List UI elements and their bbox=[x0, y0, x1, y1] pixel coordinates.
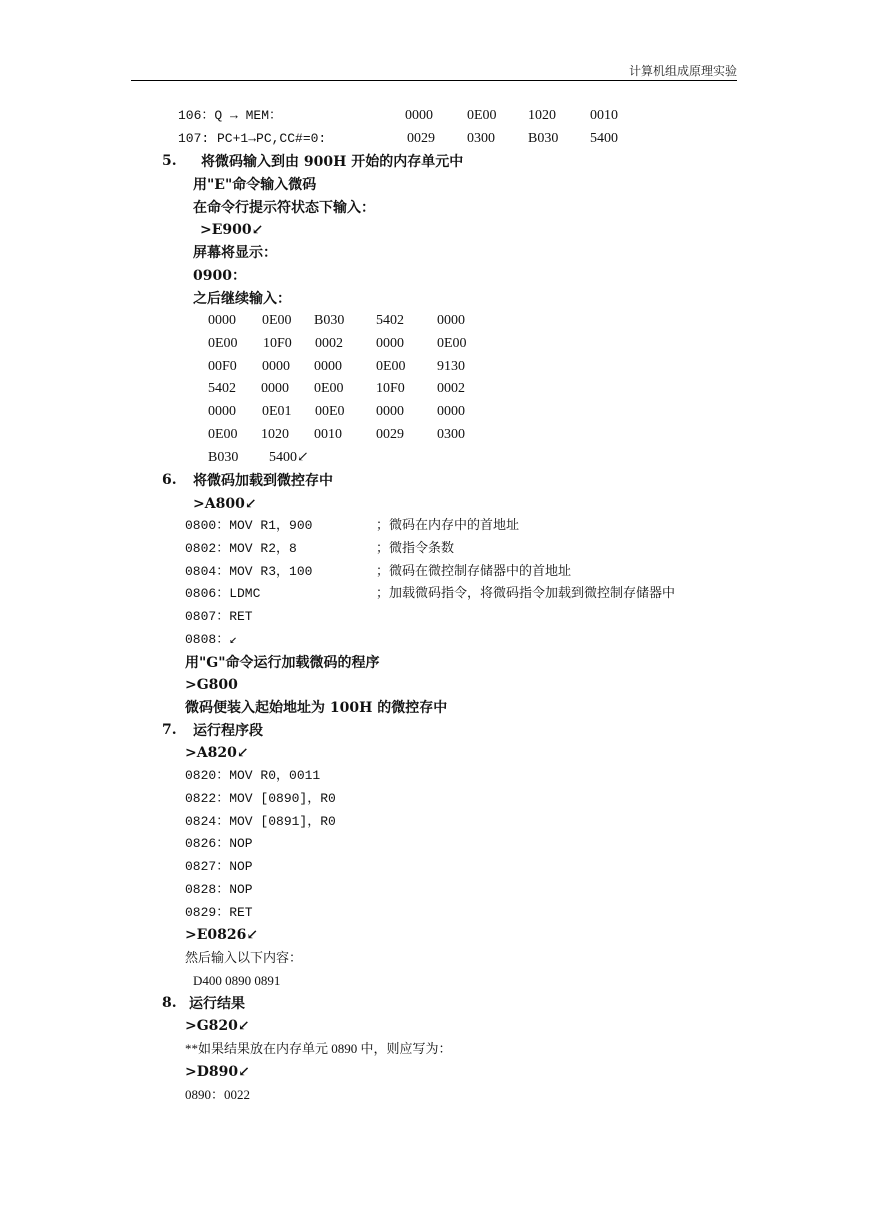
code-line: 0829：RET bbox=[185, 905, 253, 920]
code-line: 0826：NOP bbox=[185, 836, 253, 851]
hex-cell: 10F0 bbox=[376, 381, 405, 396]
hex-cell: 00F0 bbox=[208, 359, 237, 374]
hex-cell: 0000 bbox=[261, 381, 289, 396]
step6-line: 微码便装入起始地址为 100H 的微控存中 bbox=[185, 700, 448, 716]
hex-cell: 0000 bbox=[314, 359, 342, 374]
step6-command: >A800↙ bbox=[193, 496, 257, 512]
hex-cell: 0E00 bbox=[208, 336, 238, 351]
hex-cell: 0000 bbox=[208, 313, 236, 328]
step6-title: 将微码加载到微控存中 bbox=[193, 473, 333, 489]
microcode-label-107: 107: PC+1→PC,CC#=0: bbox=[178, 131, 327, 146]
hex-cell: 0002 bbox=[315, 336, 343, 351]
step7-command: >E0826↙ bbox=[185, 927, 259, 943]
code-comment: ；微码在微控制存储器中的首地址 bbox=[376, 564, 572, 579]
hex-cell: 5402 bbox=[376, 313, 404, 328]
step8-number: 8. bbox=[162, 995, 177, 1011]
code-line: 0827：NOP bbox=[185, 859, 253, 874]
step6-command: >G800 bbox=[185, 677, 238, 693]
hex-cell: 0E00 bbox=[376, 359, 406, 374]
hex-cell: 0000 bbox=[437, 313, 465, 328]
step7-command: >A820↙ bbox=[185, 745, 249, 761]
hex-cell: 0E01 bbox=[262, 404, 292, 419]
step6-line: 用"G"命令运行加载微码的程序 bbox=[185, 655, 380, 671]
code-comment: ；微码在内存中的首地址 bbox=[376, 518, 520, 533]
microcode-value: 5400 bbox=[590, 131, 618, 146]
hex-cell: 0002 bbox=[437, 381, 465, 396]
step7-number: 7. bbox=[162, 722, 177, 738]
hex-cell: 5402 bbox=[208, 381, 236, 396]
code-line: 0800：MOV R1，900 bbox=[185, 518, 313, 533]
hex-cell: 0000 bbox=[262, 359, 290, 374]
hex-cell: B030 bbox=[208, 450, 239, 465]
code-comment: ；微指令条数 bbox=[376, 541, 455, 556]
step5-line: 之后继续输入： bbox=[193, 291, 291, 307]
step7-line: D400 0890 0891 bbox=[193, 973, 281, 988]
header-title: 计算机组成原理实验 bbox=[628, 64, 737, 78]
step5-line: 在命令行提示符状态下输入： bbox=[193, 200, 375, 216]
code-line: 0807：RET bbox=[185, 609, 253, 624]
hex-cell: B030 bbox=[314, 313, 345, 328]
hex-cell: 0029 bbox=[376, 427, 404, 442]
step8-line: **如果结果放在内存单元 0890 中，则应写为： bbox=[185, 1041, 452, 1056]
hex-cell: 9130 bbox=[437, 359, 465, 374]
code-line: 0804：MOV R3，100 bbox=[185, 564, 313, 579]
hex-cell: 0E00 bbox=[208, 427, 238, 442]
microcode-value: 0029 bbox=[407, 131, 435, 146]
hex-cell: 0000 bbox=[437, 404, 465, 419]
step7-line: 然后输入以下内容： bbox=[185, 950, 303, 965]
microcode-value: 0000 bbox=[405, 108, 433, 123]
microcode-label-106: 106：Q → MEM： bbox=[178, 108, 283, 123]
step8-line: 0890：0022 bbox=[185, 1087, 251, 1102]
code-line: 0802：MOV R2，8 bbox=[185, 541, 297, 556]
step8-title: 运行结果 bbox=[189, 996, 245, 1012]
step5-line: 屏幕将显示： bbox=[193, 245, 277, 261]
hex-cell: 1020 bbox=[261, 427, 289, 442]
code-line: 0820：MOV R0，0011 bbox=[185, 768, 321, 783]
step8-command: >G820↙ bbox=[185, 1018, 250, 1034]
code-comment: ；加载微码指令，将微码指令加载到微控制存储器中 bbox=[376, 586, 676, 601]
microcode-value: 1020 bbox=[528, 108, 556, 123]
page-header bbox=[131, 62, 737, 81]
microcode-value: 0300 bbox=[467, 131, 495, 146]
microcode-value: 0E00 bbox=[467, 108, 497, 123]
hex-cell: 0E00 bbox=[262, 313, 292, 328]
step5-command: >E900↙ bbox=[200, 222, 264, 238]
hex-cell: 0000 bbox=[208, 404, 236, 419]
hex-cell: 10F0 bbox=[263, 336, 292, 351]
hex-cell: 5400↙ bbox=[269, 450, 309, 465]
hex-cell: 0E00 bbox=[314, 381, 344, 396]
step8-command: >D890↙ bbox=[185, 1064, 250, 1080]
microcode-value: B030 bbox=[528, 131, 559, 146]
step6-number: 6. bbox=[162, 472, 177, 488]
code-line: 0806：LDMC bbox=[185, 586, 261, 601]
hex-cell: 0010 bbox=[314, 427, 342, 442]
code-line: 0824：MOV [0891]，R0 bbox=[185, 814, 336, 829]
hex-cell: 0000 bbox=[376, 336, 404, 351]
step5-title: 将微码输入到由 900H 开始的内存单元中 bbox=[201, 154, 464, 170]
code-line: 0808：↙ bbox=[185, 632, 238, 647]
hex-cell: 0E00 bbox=[437, 336, 467, 351]
hex-cell: 0300 bbox=[437, 427, 465, 442]
step5-line: 用"E"命令输入微码 bbox=[193, 177, 317, 193]
code-line: 0822：MOV [0890]，R0 bbox=[185, 791, 336, 806]
microcode-value: 0010 bbox=[590, 108, 618, 123]
code-line: 0828：NOP bbox=[185, 882, 253, 897]
step5-line: 0900： bbox=[193, 268, 246, 284]
step7-title: 运行程序段 bbox=[193, 723, 263, 739]
hex-cell: 0000 bbox=[376, 404, 404, 419]
step5-number: 5. bbox=[162, 153, 177, 169]
hex-cell: 00E0 bbox=[315, 404, 345, 419]
